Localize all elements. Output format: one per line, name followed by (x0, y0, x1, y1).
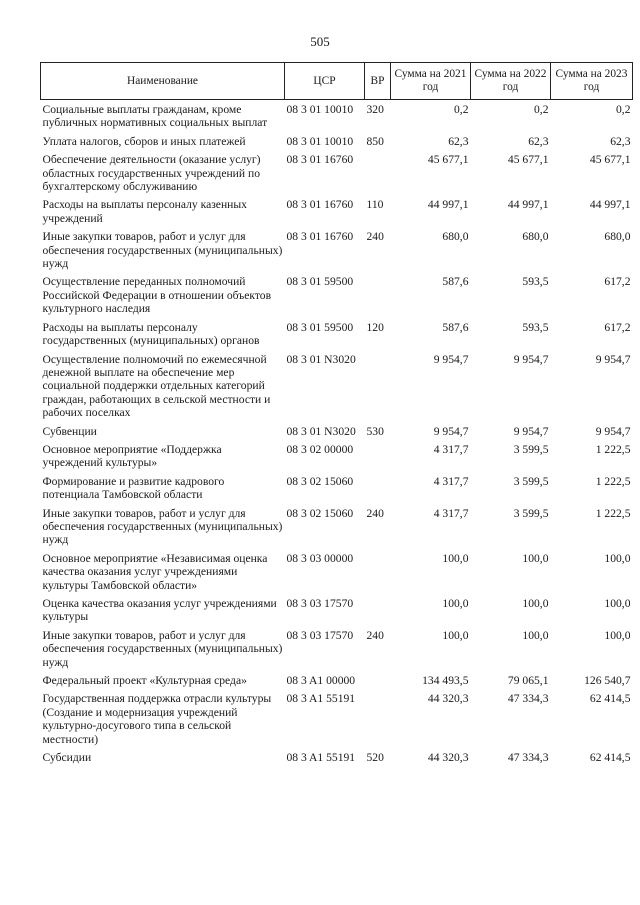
row-csr: 08 3 01 59500 (286, 275, 354, 289)
table-row (41, 547, 633, 592)
row-sum-2023: 617,2 (604, 275, 631, 289)
row-name: Обеспечение деятельности (оказание услуг) областных государственных учреждений по бухгалтерскому обслуживанию (42, 153, 261, 194)
row-name: Иные закупки товаров, работ и услуг для обеспечения государственных (муниципальных) нужд (42, 230, 283, 271)
row-sum-2021: 4 317,7 (433, 506, 469, 520)
row-sum-2022: 593,5 (522, 320, 549, 334)
table-row (41, 130, 633, 148)
table-row (41, 687, 633, 746)
row-vr (365, 148, 391, 193)
header-vr: ВР (365, 63, 391, 100)
header-2023: Сумма на 2023 год (551, 63, 633, 100)
row-vr (365, 438, 391, 470)
row-csr: 08 3 02 00000 (286, 442, 354, 456)
header-2022: Сумма на 2022 год (471, 63, 551, 100)
row-sum-2021: 44 997,1 (427, 198, 469, 212)
row-csr: 08 3 A1 55191 (286, 692, 356, 706)
table-row (41, 502, 633, 547)
header-csr: ЦСР (285, 63, 365, 100)
row-sum-2022: 3 599,5 (513, 442, 549, 456)
row-name: Социальные выплаты гражданам, кроме публичных нормативных социальных выплат (42, 103, 268, 130)
row-name: Государственная поддержка отрасли культуры (Создание и модернизация учреждений культурно-досугового типа в сельской местности) (42, 692, 272, 746)
row-sum-2023: 100,0 (604, 551, 631, 565)
table-row (41, 746, 633, 764)
table-row (41, 316, 633, 348)
row-sum-2021: 9 954,7 (433, 424, 469, 438)
row-sum-2022: 100,0 (522, 597, 549, 610)
row-sum-2021: 100,0 (442, 628, 469, 642)
row-sum-2022: 100,0 (522, 628, 549, 642)
row-sum-2023: 62 414,5 (589, 751, 631, 765)
row-csr: 08 3 01 N3020 (286, 424, 356, 438)
row-name: Осуществление переданных полномочий Российской Федерации в отношении объектов культурного наследия (42, 275, 272, 316)
table-header-row (41, 63, 633, 100)
table-row (41, 470, 633, 502)
row-name: Осуществление полномочий по ежемесячной денежной выплате на обеспечение мер социальной поддержки отдельных категорий граждан, работающих в сельской местности и рабочих поселках (42, 352, 271, 420)
row-name: Уплата налогов, сборов и иных платежей (42, 134, 246, 148)
row-csr: 08 3 02 15060 (286, 506, 354, 520)
row-sum-2021: 587,6 (442, 320, 469, 334)
row-sum-2022: 79 065,1 (507, 674, 549, 688)
row-csr: 08 3 03 00000 (286, 551, 354, 565)
row-sum-2023: 100,0 (604, 628, 631, 642)
row-vr: 120 (366, 320, 384, 334)
row-sum-2023: 45 677,1 (589, 153, 631, 167)
row-sum-2021: 9 954,7 (433, 352, 469, 366)
table-row (41, 669, 633, 687)
row-name: Оценка качества оказания услуг учреждениями культуры (42, 597, 277, 624)
row-sum-2022: 3 599,5 (513, 506, 549, 520)
row-csr: 08 3 A1 00000 (286, 674, 356, 688)
row-sum-2022: 44 997,1 (507, 198, 549, 212)
row-sum-2021: 680,0 (442, 230, 469, 244)
row-sum-2023: 1 222,5 (595, 442, 631, 456)
budget-table (40, 62, 633, 764)
row-vr: 240 (366, 506, 384, 520)
row-sum-2022: 3 599,5 (513, 474, 549, 488)
row-vr: 110 (366, 198, 384, 212)
row-vr: 240 (366, 230, 384, 244)
row-name: Формирование и развитие кадрового потенциала Тамбовской области (42, 474, 225, 502)
row-sum-2022: 680,0 (522, 230, 549, 244)
row-sum-2023: 62,3 (610, 134, 631, 148)
row-sum-2023: 617,2 (604, 320, 631, 334)
row-csr: 08 3 01 16760 (286, 230, 354, 244)
row-sum-2023: 1 222,5 (595, 506, 631, 520)
table-row (41, 592, 633, 624)
row-name: Федеральный проект «Культурная среда» (42, 674, 247, 688)
row-sum-2022: 9 954,7 (513, 424, 549, 438)
row-vr: 530 (366, 424, 384, 438)
header-name: Наименование (41, 63, 285, 100)
row-csr: 08 3 03 17570 (286, 628, 354, 642)
row-name: Иные закупки товаров, работ и услуг для обеспечения государственных (муниципальных) нужд (42, 628, 283, 669)
row-sum-2022: 9 954,7 (513, 352, 549, 366)
table-row (41, 100, 633, 130)
row-vr: 240 (366, 628, 384, 642)
row-name: Расходы на выплаты персоналу государственных (муниципальных) органов (42, 320, 260, 348)
row-name: Основное мероприятие «Независимая оценка качества оказания услуг учреждениями культуры Тамбовской области» (42, 551, 268, 592)
row-vr (365, 669, 391, 687)
row-name: Основное мероприятие «Поддержка учреждений культуры» (42, 442, 222, 470)
row-sum-2022: 47 334,3 (507, 751, 549, 765)
header-2021: Сумма на 2021 год (391, 63, 471, 100)
row-sum-2021: 0,2 (454, 103, 469, 116)
row-vr: 320 (366, 103, 384, 116)
row-sum-2021: 62,3 (448, 134, 469, 148)
row-name: Субвенции (42, 424, 97, 438)
row-name: Субсидии (42, 751, 92, 765)
row-name: Иные закупки товаров, работ и услуг для обеспечения государственных (муниципальных) нужд (42, 506, 283, 547)
row-csr: 08 3 01 16760 (286, 153, 354, 167)
table-row (41, 148, 633, 193)
row-sum-2022: 100,0 (522, 551, 549, 565)
row-sum-2023: 9 954,7 (595, 352, 631, 366)
table-row (41, 348, 633, 420)
row-sum-2023: 126 540,7 (584, 674, 631, 688)
table-row (41, 438, 633, 470)
row-sum-2022: 47 334,3 (507, 692, 549, 706)
row-vr (365, 348, 391, 420)
row-sum-2023: 100,0 (604, 597, 631, 610)
row-sum-2021: 4 317,7 (433, 442, 469, 456)
row-sum-2022: 0,2 (534, 103, 549, 116)
row-sum-2021: 134 493,5 (422, 674, 469, 688)
row-vr (365, 687, 391, 746)
row-csr: 08 3 A1 55191 (286, 751, 356, 765)
row-sum-2021: 100,0 (442, 597, 469, 610)
row-sum-2023: 1 222,5 (595, 474, 631, 488)
row-sum-2023: 9 954,7 (595, 424, 631, 438)
row-sum-2021: 4 317,7 (433, 474, 469, 488)
row-vr (365, 592, 391, 624)
row-sum-2023: 44 997,1 (589, 198, 631, 212)
row-sum-2022: 593,5 (522, 275, 549, 289)
row-sum-2022: 62,3 (528, 134, 549, 148)
row-sum-2023: 680,0 (604, 230, 631, 244)
row-csr: 08 3 01 10010 (286, 103, 354, 116)
row-csr: 08 3 01 59500 (286, 320, 354, 334)
row-csr: 08 3 02 15060 (286, 474, 354, 488)
page-number: 505 (310, 34, 330, 49)
row-vr: 520 (366, 751, 384, 765)
row-vr (365, 470, 391, 502)
row-vr (365, 270, 391, 315)
row-vr: 850 (366, 134, 384, 148)
row-sum-2023: 62 414,5 (589, 692, 631, 706)
table-row (41, 624, 633, 669)
table-row (41, 225, 633, 270)
table-row (41, 193, 633, 225)
row-sum-2021: 44 320,3 (427, 751, 469, 765)
row-name: Расходы на выплаты персоналу казенных учреждений (42, 198, 247, 225)
table-row (41, 270, 633, 315)
row-sum-2021: 44 320,3 (427, 692, 469, 706)
row-csr: 08 3 01 16760 (286, 198, 354, 212)
row-csr: 08 3 03 17570 (286, 597, 354, 610)
row-sum-2022: 45 677,1 (507, 153, 549, 167)
row-csr: 08 3 01 10010 (286, 134, 354, 148)
row-sum-2021: 587,6 (442, 275, 469, 289)
row-sum-2023: 0,2 (616, 103, 631, 116)
row-vr (365, 547, 391, 592)
row-csr: 08 3 01 N3020 (286, 352, 356, 366)
row-sum-2021: 45 677,1 (427, 153, 469, 167)
table-row (41, 420, 633, 438)
row-sum-2021: 100,0 (442, 551, 469, 565)
